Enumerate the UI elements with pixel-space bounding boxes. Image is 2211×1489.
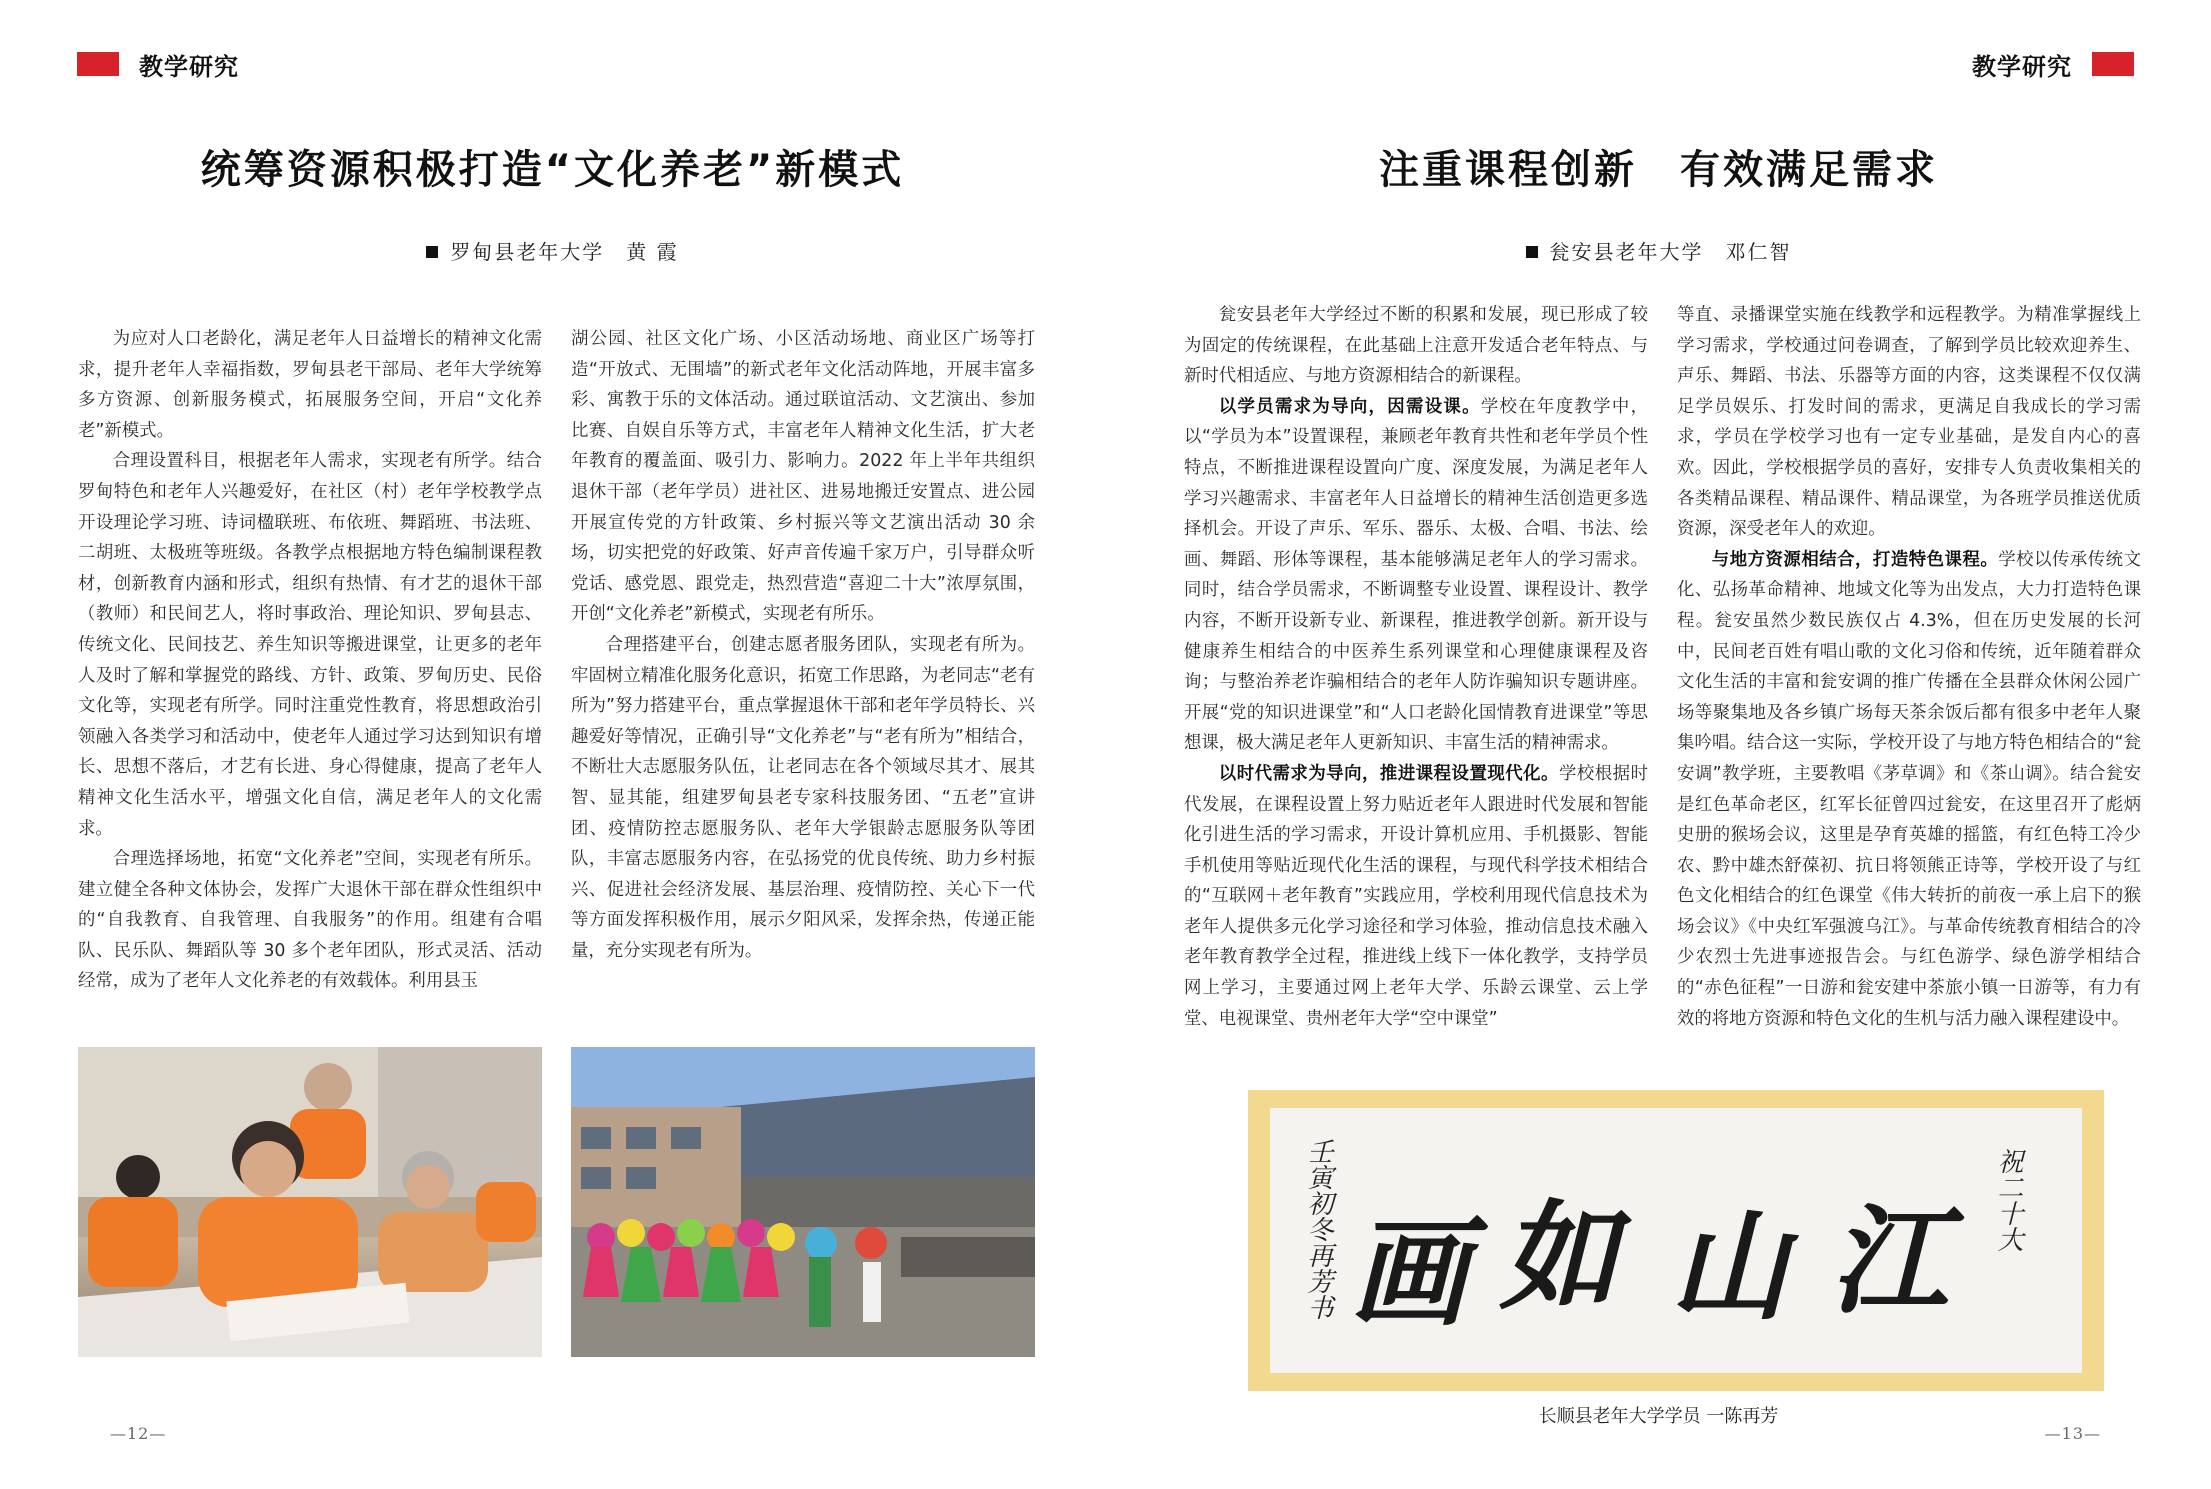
section-tag-right	[1972, 50, 2134, 81]
left-column-1	[78, 324, 542, 997]
paragraph	[1677, 545, 2141, 1035]
paragraph: 合理设置科目，根据老年人需求，实现老有所学。结合罗甸特色和老年人兴趣爱好，在社区（村）老年学校教学点开设理论学习班、诗词楹联班、布依班、舞蹈班、书法班、二胡班、太极班等班级。各教学点根据地方特色编制课程教材，创新教育内涵和形式，组织有热情、有才艺的退休干部（教师）和民间艺人，将时事政治、理论知识、罗甸县志、传统文化、民间技艺、养生知识等搬进课堂，让更多的老年人及时了解和掌握党的路线、方针、政策、罗甸历史、民俗文化等，实现老有所学。同时注重党性教育，将思想政治引领融入各类学习和活动中，使老年人通过学习达到知识有增长、思想不落后，才艺有长进、身心得健康，提高了老年人精神文化生活水平，增强文化自信，满足老年人的文化需求。	[78, 451, 542, 839]
calligraphy-paper	[1270, 1108, 2082, 1373]
left-column-2	[571, 324, 1035, 966]
dance-performance-photo	[571, 1047, 1035, 1357]
classroom-photo-art	[78, 1047, 542, 1357]
right-column-2	[1677, 300, 2141, 1034]
page-number-left: —12—	[110, 1424, 167, 1443]
red-bar-icon	[77, 52, 119, 76]
paragraph: 为应对人口老龄化，满足老年人日益增长的精神文化需求，提升老年人幸福指数，罗甸县老干部局、老年大学统筹多方资源、创新服务模式，拓展服务空间，开启“文化养老”新模式。	[78, 329, 542, 441]
paragraph-text: 瓮安县老年大学经过不断的积累和发展，现已形成了较为固定的传统课程，在此基础上注意开发适合老年特点、与新时代相适应、与地方资源相结合的新课程。	[1184, 305, 1648, 387]
calligraphy-inscription-right: 祝二十大	[1993, 1148, 2023, 1252]
right-column-1	[1184, 300, 1648, 1034]
paragraph	[1184, 300, 1648, 392]
paragraph: 合理选择场地，拓宽“文化养老”空间，实现老有所乐。建立健全各种文体协会，发挥广大退休干部在群众性组织中的“自我教育、自我管理、自我服务”的作用。组建有合唱队、民乐队、舞蹈队等 30 多个老年团队，形式灵活、活动经常，成为了老年人文化养老的有效载体。利用县玉	[78, 849, 542, 992]
section-title: 教学研究	[1972, 52, 2072, 81]
paragraph-text: 学校根据时代发展，在课程设置上努力贴近老年人跟进时代发展和智能化引进生活的学习需求，开设计算机应用、手机摄影、智能手机使用等贴近现代化生活的课程，与现代科学技术相结合的“互联网＋老年教育”实践应用，学校利用现代信息技术为老年人提供多元化学习途径和学习体验，推动信息技术融入老年教育教学全过程，推进线上线下一体化教学，支持学员网上学习，主要通过网上老年大学、乐龄云课堂、云上学堂、电视课堂、贵州老年大学“空中课堂”	[1184, 763, 1648, 1029]
paragraph-lead: 以时代需求为导向，推进课程设置现代化。	[1218, 763, 1559, 784]
author-right: 瓮安县老年大学 邓仁智	[1549, 240, 1792, 264]
byline-left	[0, 236, 1105, 265]
square-bullet-icon	[1526, 246, 1538, 258]
article-title-left: 统筹资源积极打造“文化养老”新模式	[200, 147, 905, 193]
page-number-right: —13—	[2044, 1424, 2101, 1443]
dance-performance-photo-art	[571, 1047, 1035, 1357]
author-left: 罗甸县老年大学 黄 霞	[450, 240, 679, 264]
byline-right	[1106, 236, 2211, 265]
article-title-right: 注重课程创新 有效满足需求	[1379, 147, 1938, 193]
paragraph-text: 学校在年度教学中，以“学员为本”设置课程，兼顾老年教育共性和老年学员个性特点，不断推进课程设置向广度、深度发展，为满足老年人学习兴趣需求、丰富老年人日益增长的精神生活创造更多选择机会。开设了声乐、军乐、器乐、太极、合唱、书法、绘画、舞蹈、形体等课程，基本能够满足老年人的学习需求。同时，结合学员需求，不断调整专业设置、课程设计、教学内容，不断开设新专业、新课程，推进教学创新。新开设与健康养生相结合的中医养生系列课堂和心理健康课程及咨询；与整治养老诈骗相结合的老年人防诈骗知识专题讲座。开展“党的知识进课堂”和“人口老龄化国情教育进课堂”等思想课，极大满足老年人更新知识、丰富生活的精神需求。	[1184, 396, 1648, 754]
section-title: 教学研究	[139, 52, 239, 81]
left-page	[0, 0, 1105, 1489]
paragraph-lead: 以学员需求为导向，因需设课。	[1218, 396, 1481, 417]
artwork-caption: 长顺县老年大学学员 一陈再芳	[1538, 1406, 1779, 1427]
calligraphy-char-4: 画	[1350, 1203, 1469, 1342]
red-bar-icon	[2092, 52, 2134, 76]
square-bullet-icon	[426, 246, 438, 258]
calligraphy-char-3: 如	[1500, 1187, 1619, 1326]
right-page	[1106, 0, 2211, 1489]
paragraph-text: 学校以传承传统文化、弘扬革命精神、地域文化等为出发点，大力打造特色课程。瓮安虽然少数民族仅占 4.3%，但在历史发展的长河中，民间老百姓有唱山歌的文化习俗和传统，近年随着群众文化生活的丰富和瓮安调的推广传播在全县群众休闲公园广场等聚集地及各乡镇广场每天茶余饭后都有很多中老年人聚集吟唱。结合这一实际，学校开设了与地方特色相结合的“瓮安调”教学班，主要教唱《茅草调》和《茶山调》。结合瓮安是红色革命老区，红军长征曾四过瓮安，在这里召开了彪炳史册的猴场会议，这里是孕育英雄的摇篮，有红色特工冷少农、黔中雄杰舒葆初、抗日将领熊正诗等，学校开设了与红色文化相结合的红色课堂《伟大转折的前夜一承上启下的猴场会议》《中央红军强渡乌江》。与革命传统教育相结合的冷少农烈士先进事迹报告会。与红色游学、绿色游学相结合的“赤色征程”一日游和瓮安建中茶旅小镇一日游等，有力有效的将地方资源和特色文化的生机与活力融入课程建设中。	[1677, 549, 2141, 1029]
calligraphy-char-1: 江	[1830, 1191, 1949, 1330]
classroom-photo	[78, 1047, 542, 1357]
paragraph	[1677, 300, 2141, 545]
calligraphy-artwork	[1248, 1090, 2104, 1391]
paragraph-text: 等直、录播课堂实施在线教学和远程教学。为精准掌握线上学习需求，学校通过问卷调查，了解到学员比较欢迎养生、声乐、舞蹈、书法、乐器等方面的内容，这类课程不仅仅满足学员娱乐、打发时间的需求，更满足自我成长的学习需求，学员在学校学习也有一定专业基础，是发自内心的喜欢。因此，学校根据学员的喜好，安排专人负责收集相关的各类精品课程、精品课件、精品课堂，为各班学员推送优质资源，深受老年人的欢迎。	[1677, 305, 2141, 540]
paragraph	[1184, 392, 1648, 759]
section-tag-left	[77, 50, 239, 81]
paragraph-lead: 与地方资源相结合，打造特色课程。	[1711, 549, 1999, 570]
calligraphy-inscription-left: 壬寅初冬再芳书	[1303, 1138, 1333, 1320]
paragraph: 湖公园、社区文化广场、小区活动场地、商业区广场等打造“开放式、无围墙”的新式老年文化活动阵地，开展丰富多彩、寓教于乐的文体活动。通过联谊活动、文艺演出、参加比赛、自娱自乐等方式，丰富老年人精神文化生活，扩大老年教育的覆盖面、吸引力、影响力。2022 年上半年共组织退休干部（老年学员）进社区、进易地搬迁安置点、进公园开展宣传党的方针政策、乡村振兴等文艺演出活动 30 余场，切实把党的好政策、好声音传遍千家万户，引导群众听党话、感党恩、跟党走，热烈营造“喜迎二十大”浓厚氛围，开创“文化养老”新模式，实现老有所乐。	[571, 329, 1035, 625]
paragraph	[1184, 759, 1648, 1034]
paragraph: 合理搭建平台，创建志愿者服务团队，实现老有所为。牢固树立精准化服务化意识，拓宽工作思路，为老同志“老有所为”努力搭建平台，重点掌握退休干部和老年学员特长、兴趣爱好等情况，正确引导“文化养老”与“老有所为”相结合，不断壮大志愿服务队伍，让老同志在各个领域尽其才、展其智、显其能，组建罗甸县老专家科技服务团、“五老”宣讲团、疫情防控志愿服务队、老年大学银龄志愿服务队等团队，丰富志愿服务内容，在弘扬党的优良传统、助力乡村振兴、促进社会经济发展、基层治理、疫情防控、关心下一代等方面发挥积极作用，展示夕阳风采，发挥余热，传递正能量，充分实现老有所为。	[571, 634, 1035, 961]
calligraphy-char-2: 山	[1670, 1197, 1789, 1336]
